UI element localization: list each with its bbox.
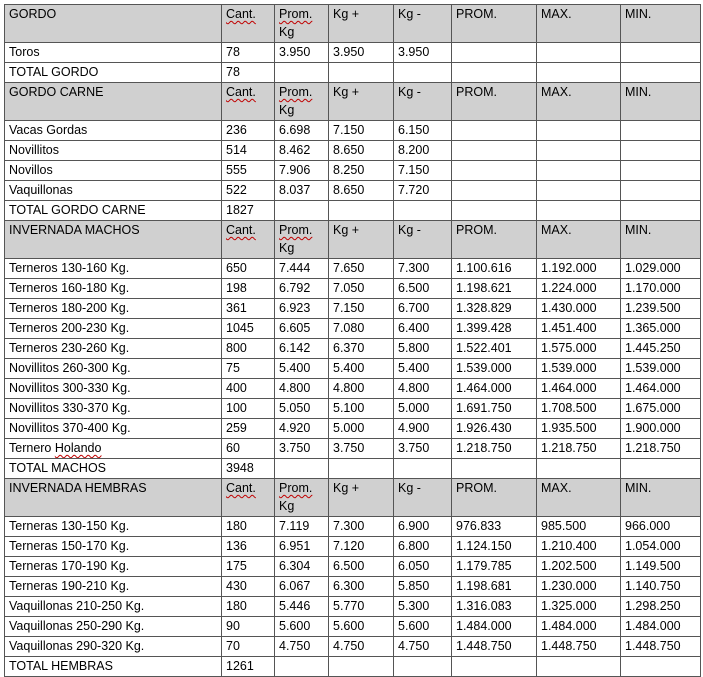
cell-prom: 1.539.000 xyxy=(452,359,537,379)
cell-kg-plus: 3.950 xyxy=(329,43,394,63)
header-min: MIN. xyxy=(621,479,701,517)
cell-kg-minus: 6.800 xyxy=(394,537,452,557)
cell-category: Terneros 180-200 Kg. xyxy=(5,299,222,319)
cell-min: 966.000 xyxy=(621,517,701,537)
table-row xyxy=(5,399,701,419)
cell-kg-minus: 4.900 xyxy=(394,419,452,439)
cell-max: 1.192.000 xyxy=(537,259,621,279)
total-empty-cell xyxy=(537,459,621,479)
cell-max: 1.484.000 xyxy=(537,617,621,637)
cell-prom-kg: 6.698 xyxy=(275,121,329,141)
cell-category: Terneras 150-170 Kg. xyxy=(5,537,222,557)
cell-min: 1.464.000 xyxy=(621,379,701,399)
table-row xyxy=(5,637,701,657)
cell-kg-minus: 5.300 xyxy=(394,597,452,617)
cell-prom-kg: 5.600 xyxy=(275,617,329,637)
section-title: INVERNADA MACHOS xyxy=(5,221,222,259)
cell-kg-minus: 6.400 xyxy=(394,319,452,339)
cell-cant: 430 xyxy=(222,577,275,597)
total-empty-cell xyxy=(621,657,701,677)
cell-kg-minus: 5.800 xyxy=(394,339,452,359)
cell-max: 1.224.000 xyxy=(537,279,621,299)
cell-max: 1.451.400 xyxy=(537,319,621,339)
cell-kg-plus: 7.300 xyxy=(329,517,394,537)
cell-max: 1.935.500 xyxy=(537,419,621,439)
cell-max: 985.500 xyxy=(537,517,621,537)
total-empty-cell xyxy=(452,201,537,221)
total-empty-cell xyxy=(621,201,701,221)
header-kg-plus: Kg + xyxy=(329,479,394,517)
section-header-row xyxy=(5,479,701,517)
section-title: INVERNADA HEMBRAS xyxy=(5,479,222,517)
cell-kg-minus: 7.150 xyxy=(394,161,452,181)
cell-prom: 1.399.428 xyxy=(452,319,537,339)
table-row xyxy=(5,379,701,399)
table-row xyxy=(5,121,701,141)
cell-prom-kg: 4.800 xyxy=(275,379,329,399)
total-empty-cell xyxy=(537,657,621,677)
header-kg-minus: Kg - xyxy=(394,479,452,517)
cell-kg-minus: 7.300 xyxy=(394,259,452,279)
header-prom-label: Prom. xyxy=(279,85,313,99)
cell-category: Terneros 130-160 Kg. xyxy=(5,259,222,279)
header-prom-kg xyxy=(275,479,329,517)
cell-max: 1.325.000 xyxy=(537,597,621,617)
table-row xyxy=(5,359,701,379)
total-empty-cell xyxy=(621,63,701,83)
cell-min: 1.218.750 xyxy=(621,439,701,459)
cell-min: 1.365.000 xyxy=(621,319,701,339)
cell-category: Vaquillonas xyxy=(5,181,222,201)
cell-kg-plus: 5.000 xyxy=(329,419,394,439)
cell-kg-plus: 7.150 xyxy=(329,299,394,319)
total-empty-cell xyxy=(275,63,329,83)
table-row xyxy=(5,537,701,557)
cell-kg-minus: 4.750 xyxy=(394,637,452,657)
total-empty-cell xyxy=(329,201,394,221)
total-empty-cell xyxy=(452,459,537,479)
cell-kg-minus: 5.000 xyxy=(394,399,452,419)
cell-prom: 1.464.000 xyxy=(452,379,537,399)
cell-cant: 555 xyxy=(222,161,275,181)
header-min: MIN. xyxy=(621,221,701,259)
total-empty-cell xyxy=(329,63,394,83)
cell-min: 1.298.250 xyxy=(621,597,701,617)
header-prom: PROM. xyxy=(452,5,537,43)
cell-prom-kg: 6.605 xyxy=(275,319,329,339)
cell-category: Terneros 160-180 Kg. xyxy=(5,279,222,299)
cell-kg-minus: 5.600 xyxy=(394,617,452,637)
header-cant xyxy=(222,5,275,43)
cell-category: Vaquillonas 210-250 Kg. xyxy=(5,597,222,617)
cell-kg-minus: 6.050 xyxy=(394,557,452,577)
cell-min: 1.149.500 xyxy=(621,557,701,577)
cell-category xyxy=(5,439,222,459)
total-empty-cell xyxy=(275,201,329,221)
cell-prom: 1.448.750 xyxy=(452,637,537,657)
total-empty-cell xyxy=(275,459,329,479)
cell-min: 1.448.750 xyxy=(621,637,701,657)
table-row xyxy=(5,557,701,577)
cell-prom-kg: 8.462 xyxy=(275,141,329,161)
cell-max xyxy=(537,121,621,141)
header-kg-minus: Kg - xyxy=(394,221,452,259)
cell-kg-plus: 8.250 xyxy=(329,161,394,181)
cell-prom-kg: 4.920 xyxy=(275,419,329,439)
header-cant xyxy=(222,221,275,259)
section-header-row xyxy=(5,5,701,43)
cell-cant: 90 xyxy=(222,617,275,637)
cell-min: 1.445.250 xyxy=(621,339,701,359)
header-cant-label: Cant. xyxy=(226,85,256,99)
cell-category: Novillitos xyxy=(5,141,222,161)
header-prom: PROM. xyxy=(452,479,537,517)
table-row xyxy=(5,439,701,459)
cell-kg-minus: 6.150 xyxy=(394,121,452,141)
cell-cant: 400 xyxy=(222,379,275,399)
total-empty-cell xyxy=(329,459,394,479)
cell-max: 1.575.000 xyxy=(537,339,621,359)
cell-category: Terneros 230-260 Kg. xyxy=(5,339,222,359)
cell-category: Novillitos 260-300 Kg. xyxy=(5,359,222,379)
header-prom-kg xyxy=(275,5,329,43)
cell-prom-kg: 6.067 xyxy=(275,577,329,597)
cell-kg-plus: 6.500 xyxy=(329,557,394,577)
cell-prom xyxy=(452,181,537,201)
cell-category: Vaquillonas 250-290 Kg. xyxy=(5,617,222,637)
table-row xyxy=(5,43,701,63)
header-cant xyxy=(222,83,275,121)
header-kg-label: Kg xyxy=(279,241,295,255)
cell-min xyxy=(621,141,701,161)
cell-category: Terneros 200-230 Kg. xyxy=(5,319,222,339)
cell-prom: 976.833 xyxy=(452,517,537,537)
total-empty-cell xyxy=(621,459,701,479)
cell-min xyxy=(621,181,701,201)
table-row xyxy=(5,161,701,181)
cell-cant: 75 xyxy=(222,359,275,379)
cell-cant: 100 xyxy=(222,399,275,419)
cell-kg-plus: 7.150 xyxy=(329,121,394,141)
cell-min: 1.029.000 xyxy=(621,259,701,279)
cell-max: 1.464.000 xyxy=(537,379,621,399)
table-row xyxy=(5,577,701,597)
cell-kg-minus: 3.750 xyxy=(394,439,452,459)
header-kg-label: Kg xyxy=(279,25,295,39)
cell-cant: 198 xyxy=(222,279,275,299)
cell-cant: 1045 xyxy=(222,319,275,339)
cell-cant: 78 xyxy=(222,43,275,63)
cell-prom-kg: 5.050 xyxy=(275,399,329,419)
cell-prom-kg: 5.446 xyxy=(275,597,329,617)
cell-prom-kg: 7.906 xyxy=(275,161,329,181)
cell-prom: 1.926.430 xyxy=(452,419,537,439)
cell-kg-minus: 5.850 xyxy=(394,577,452,597)
header-prom-kg xyxy=(275,83,329,121)
header-prom-label: Prom. xyxy=(279,481,313,495)
table-row xyxy=(5,181,701,201)
cell-cant: 175 xyxy=(222,557,275,577)
cell-prom: 1.218.750 xyxy=(452,439,537,459)
cell-category: Novillitos 300-330 Kg. xyxy=(5,379,222,399)
cell-kg-minus: 6.900 xyxy=(394,517,452,537)
header-kg-plus: Kg + xyxy=(329,221,394,259)
header-max: MAX. xyxy=(537,479,621,517)
cell-max: 1.708.500 xyxy=(537,399,621,419)
header-cant-label: Cant. xyxy=(226,7,256,21)
cell-prom-kg: 6.792 xyxy=(275,279,329,299)
cell-min: 1.054.000 xyxy=(621,537,701,557)
cell-prom-kg: 6.304 xyxy=(275,557,329,577)
total-empty-cell xyxy=(537,201,621,221)
total-label: TOTAL GORDO xyxy=(5,63,222,83)
total-label: TOTAL GORDO CARNE xyxy=(5,201,222,221)
cell-cant: 70 xyxy=(222,637,275,657)
cell-prom: 1.124.150 xyxy=(452,537,537,557)
cell-category: Terneras 190-210 Kg. xyxy=(5,577,222,597)
cell-prom: 1.522.401 xyxy=(452,339,537,359)
cell-kg-plus: 5.400 xyxy=(329,359,394,379)
cell-cant: 514 xyxy=(222,141,275,161)
header-cant-label: Cant. xyxy=(226,481,256,495)
cell-max xyxy=(537,141,621,161)
table-row xyxy=(5,517,701,537)
table-row xyxy=(5,299,701,319)
header-max: MAX. xyxy=(537,5,621,43)
cell-category: Novillos xyxy=(5,161,222,181)
cell-kg-plus: 5.770 xyxy=(329,597,394,617)
cell-prom: 1.328.829 xyxy=(452,299,537,319)
cell-prom: 1.100.616 xyxy=(452,259,537,279)
header-kg-minus: Kg - xyxy=(394,83,452,121)
cell-kg-plus: 8.650 xyxy=(329,181,394,201)
header-kg-plus: Kg + xyxy=(329,83,394,121)
cell-cant: 136 xyxy=(222,537,275,557)
cell-kg-plus: 7.080 xyxy=(329,319,394,339)
cell-cant: 800 xyxy=(222,339,275,359)
cell-prom: 1.198.681 xyxy=(452,577,537,597)
cell-min: 1.239.500 xyxy=(621,299,701,319)
cell-category: Terneras 170-190 Kg. xyxy=(5,557,222,577)
total-row xyxy=(5,63,701,83)
cell-prom: 1.179.785 xyxy=(452,557,537,577)
cell-prom: 1.691.750 xyxy=(452,399,537,419)
header-prom: PROM. xyxy=(452,221,537,259)
header-cant-label: Cant. xyxy=(226,223,256,237)
cell-kg-plus: 8.650 xyxy=(329,141,394,161)
cell-cant: 522 xyxy=(222,181,275,201)
cell-cant: 180 xyxy=(222,597,275,617)
cell-prom xyxy=(452,141,537,161)
cell-prom-kg: 5.400 xyxy=(275,359,329,379)
total-label: TOTAL MACHOS xyxy=(5,459,222,479)
cell-prom-kg: 3.950 xyxy=(275,43,329,63)
cell-category: Novillitos 330-370 Kg. xyxy=(5,399,222,419)
cell-max: 1.230.000 xyxy=(537,577,621,597)
cell-prom: 1.198.621 xyxy=(452,279,537,299)
header-prom: PROM. xyxy=(452,83,537,121)
cell-kg-minus: 8.200 xyxy=(394,141,452,161)
table-row xyxy=(5,597,701,617)
cell-min: 1.900.000 xyxy=(621,419,701,439)
cell-kg-minus: 4.800 xyxy=(394,379,452,399)
total-row xyxy=(5,201,701,221)
cell-category: Novillitos 370-400 Kg. xyxy=(5,419,222,439)
total-value: 78 xyxy=(222,63,275,83)
total-empty-cell xyxy=(452,63,537,83)
cell-min xyxy=(621,43,701,63)
cell-kg-plus: 6.370 xyxy=(329,339,394,359)
cell-prom xyxy=(452,161,537,181)
cell-cant: 180 xyxy=(222,517,275,537)
cell-prom: 1.316.083 xyxy=(452,597,537,617)
cell-prom-kg: 3.750 xyxy=(275,439,329,459)
cell-max: 1.202.500 xyxy=(537,557,621,577)
cell-category: Toros xyxy=(5,43,222,63)
total-label: TOTAL HEMBRAS xyxy=(5,657,222,677)
total-value: 1827 xyxy=(222,201,275,221)
cell-min: 1.675.000 xyxy=(621,399,701,419)
cell-prom-kg: 7.119 xyxy=(275,517,329,537)
section-title: GORDO xyxy=(5,5,222,43)
cell-kg-plus: 5.100 xyxy=(329,399,394,419)
cell-prom xyxy=(452,121,537,141)
cell-min xyxy=(621,161,701,181)
cell-kg-plus: 3.750 xyxy=(329,439,394,459)
cell-category: Terneras 130-150 Kg. xyxy=(5,517,222,537)
cell-min: 1.539.000 xyxy=(621,359,701,379)
cell-cant: 361 xyxy=(222,299,275,319)
cell-max xyxy=(537,161,621,181)
cell-kg-plus: 7.120 xyxy=(329,537,394,557)
cell-max: 1.210.400 xyxy=(537,537,621,557)
cell-kg-minus: 5.400 xyxy=(394,359,452,379)
total-empty-cell xyxy=(394,657,452,677)
total-row xyxy=(5,657,701,677)
cell-cant: 60 xyxy=(222,439,275,459)
table-body xyxy=(5,5,701,677)
header-min: MIN. xyxy=(621,5,701,43)
header-kg-minus: Kg - xyxy=(394,5,452,43)
cell-prom-kg: 6.142 xyxy=(275,339,329,359)
total-empty-cell xyxy=(537,63,621,83)
cell-kg-minus: 7.720 xyxy=(394,181,452,201)
cell-kg-plus: 4.800 xyxy=(329,379,394,399)
cell-cant: 650 xyxy=(222,259,275,279)
cell-prom-kg: 6.951 xyxy=(275,537,329,557)
cattle-prices-table xyxy=(4,4,701,677)
cell-cant: 236 xyxy=(222,121,275,141)
header-kg-label: Kg xyxy=(279,499,295,513)
header-prom-label: Prom. xyxy=(279,7,313,21)
total-empty-cell xyxy=(394,459,452,479)
table-row xyxy=(5,141,701,161)
total-row xyxy=(5,459,701,479)
table-row xyxy=(5,319,701,339)
cell-min: 1.484.000 xyxy=(621,617,701,637)
cell-kg-plus: 6.300 xyxy=(329,577,394,597)
total-empty-cell xyxy=(452,657,537,677)
total-empty-cell xyxy=(394,201,452,221)
section-title: GORDO CARNE xyxy=(5,83,222,121)
cell-prom-kg: 6.923 xyxy=(275,299,329,319)
cell-max: 1.430.000 xyxy=(537,299,621,319)
cell-category: Vacas Gordas xyxy=(5,121,222,141)
header-max: MAX. xyxy=(537,221,621,259)
cell-prom: 1.484.000 xyxy=(452,617,537,637)
header-kg-label: Kg xyxy=(279,103,295,117)
cell-category-text: Ternero Holando xyxy=(9,441,102,455)
total-empty-cell xyxy=(329,657,394,677)
table-row xyxy=(5,259,701,279)
total-value: 1261 xyxy=(222,657,275,677)
header-prom-kg xyxy=(275,221,329,259)
total-empty-cell xyxy=(275,657,329,677)
header-max: MAX. xyxy=(537,83,621,121)
table-row xyxy=(5,419,701,439)
cell-kg-plus: 7.650 xyxy=(329,259,394,279)
cell-kg-minus: 6.500 xyxy=(394,279,452,299)
cell-max: 1.218.750 xyxy=(537,439,621,459)
table-row xyxy=(5,279,701,299)
header-kg-plus: Kg + xyxy=(329,5,394,43)
cell-min: 1.140.750 xyxy=(621,577,701,597)
header-prom-label: Prom. xyxy=(279,223,313,237)
header-cant xyxy=(222,479,275,517)
cell-max: 1.539.000 xyxy=(537,359,621,379)
cell-prom-kg: 4.750 xyxy=(275,637,329,657)
table-row xyxy=(5,339,701,359)
section-header-row xyxy=(5,221,701,259)
cell-category: Vaquillonas 290-320 Kg. xyxy=(5,637,222,657)
section-header-row xyxy=(5,83,701,121)
cell-kg-plus: 5.600 xyxy=(329,617,394,637)
cell-max xyxy=(537,181,621,201)
cell-max xyxy=(537,43,621,63)
cell-kg-plus: 7.050 xyxy=(329,279,394,299)
cell-min xyxy=(621,121,701,141)
cell-prom xyxy=(452,43,537,63)
cell-prom-kg: 7.444 xyxy=(275,259,329,279)
total-empty-cell xyxy=(394,63,452,83)
cell-cant: 259 xyxy=(222,419,275,439)
total-value: 3948 xyxy=(222,459,275,479)
cell-min: 1.170.000 xyxy=(621,279,701,299)
table-row xyxy=(5,617,701,637)
cell-kg-plus: 4.750 xyxy=(329,637,394,657)
cell-kg-minus: 3.950 xyxy=(394,43,452,63)
header-min: MIN. xyxy=(621,83,701,121)
cell-prom-kg: 8.037 xyxy=(275,181,329,201)
cell-max: 1.448.750 xyxy=(537,637,621,657)
cell-kg-minus: 6.700 xyxy=(394,299,452,319)
